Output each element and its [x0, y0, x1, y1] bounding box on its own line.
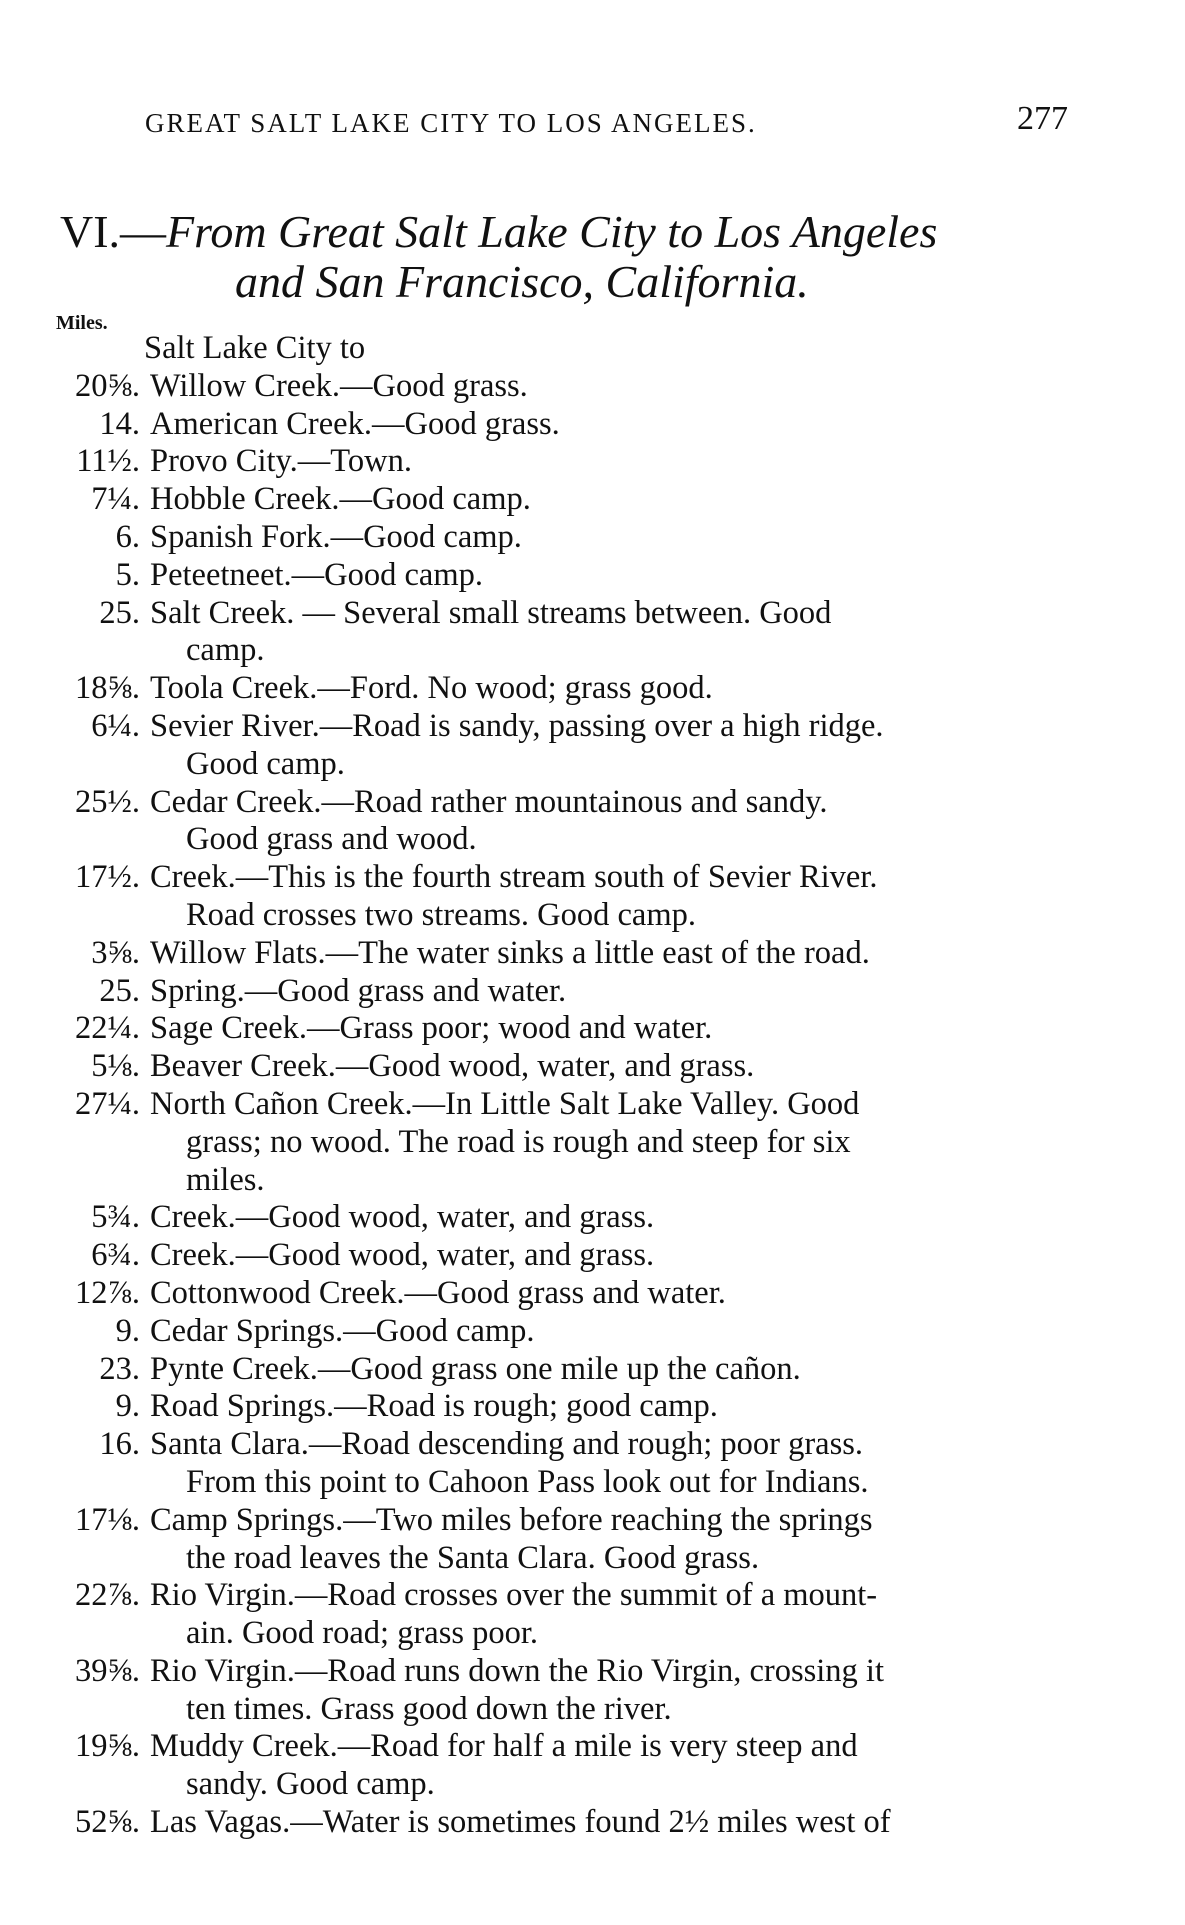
entry-text	[150, 1653, 1080, 1729]
page-number: 277	[1017, 100, 1068, 137]
entry-line: Peteetneet.—Good camp.	[150, 556, 484, 593]
itinerary-entry	[40, 1275, 1080, 1313]
itinerary-entry	[40, 1804, 1080, 1842]
entry-miles: 5⅛.	[91, 1048, 140, 1085]
entry-miles: 25.	[99, 972, 140, 1009]
entry-miles: 9.	[115, 1388, 140, 1425]
itinerary-entry	[40, 973, 1080, 1011]
itinerary-entries	[40, 368, 1080, 1842]
entry-miles: 18⅝.	[75, 670, 140, 707]
entry-miles: 5.	[115, 556, 140, 593]
section-title-line-2: and San Francisco, California.	[235, 256, 809, 307]
entry-text	[150, 519, 1080, 557]
entry-line: Willow Flats.—The water sinks a little east of the road.	[150, 934, 870, 971]
entry-continuation-line: grass; no wood. The road is rough and steep for six	[186, 1123, 851, 1160]
entry-miles: 9.	[115, 1312, 140, 1349]
entry-line: Cedar Creek.—Road rather mountainous and sandy.	[150, 783, 828, 820]
entry-miles: 25½.	[75, 783, 140, 820]
entry-miles: 3⅝.	[91, 934, 140, 971]
entry-line: Creek.—This is the fourth stream south of Sevier River.	[150, 859, 878, 896]
entry-line: Road Springs.—Road is rough; good camp.	[150, 1388, 718, 1425]
itinerary-entry	[40, 368, 1080, 406]
entry-line: Camp Springs.—Two miles before reaching the springs	[150, 1501, 873, 1538]
entry-line: Pynte Creek.—Good grass one mile up the cañon.	[150, 1350, 801, 1387]
entry-miles: 20⅝.	[75, 367, 140, 404]
entry-continuation-line: camp.	[186, 632, 265, 669]
itinerary-entry	[40, 1426, 1080, 1502]
entry-miles: 6¾.	[91, 1237, 140, 1274]
entry-text	[150, 1048, 1080, 1086]
entry-miles: 16.	[99, 1426, 140, 1463]
itinerary-entry	[40, 1577, 1080, 1653]
itinerary-intro: Salt Lake City to	[144, 330, 366, 366]
itinerary-entry	[40, 1313, 1080, 1351]
entry-text	[150, 708, 1080, 784]
entry-text	[150, 1502, 1080, 1578]
entry-text	[150, 1010, 1080, 1048]
entry-line: Willow Creek.—Good grass.	[150, 367, 528, 404]
entry-text	[150, 1728, 1080, 1804]
entry-line: Sage Creek.—Grass poor; wood and water.	[150, 1010, 713, 1047]
entry-text	[150, 1388, 1080, 1426]
entry-miles: 7¼.	[91, 481, 140, 518]
entry-text	[150, 443, 1080, 481]
entry-text	[150, 1804, 1080, 1842]
entry-text	[150, 1351, 1080, 1389]
entry-text	[150, 595, 1080, 671]
section-numeral: VI.—	[60, 206, 167, 257]
itinerary-entry	[40, 1351, 1080, 1389]
entry-miles: 11½.	[76, 443, 140, 480]
itinerary-entry	[40, 595, 1080, 671]
entry-continuation-line: miles.	[186, 1161, 265, 1198]
entry-line: Cottonwood Creek.—Good grass and water.	[150, 1274, 726, 1311]
entry-miles: 23.	[99, 1350, 140, 1387]
entry-line: Toola Creek.—Ford. No wood; grass good.	[150, 670, 713, 707]
entry-miles: 39⅝.	[75, 1652, 140, 1689]
itinerary-entry	[40, 1199, 1080, 1237]
itinerary-entry	[40, 1388, 1080, 1426]
entry-continuation-line: the road leaves the Santa Clara. Good grass.	[186, 1539, 760, 1576]
itinerary-entry	[40, 519, 1080, 557]
entry-text	[150, 481, 1080, 519]
entry-continuation-line: Good camp.	[186, 745, 345, 782]
entry-line: North Cañon Creek.—In Little Salt Lake Valley. Good	[150, 1085, 860, 1122]
entry-miles: 19⅝.	[75, 1728, 140, 1765]
entry-text	[150, 1086, 1080, 1199]
entry-text	[150, 1199, 1080, 1237]
entry-miles: 6¼.	[91, 707, 140, 744]
entry-continuation-line: Road crosses two streams. Good camp.	[186, 896, 696, 933]
entry-text	[150, 1237, 1080, 1275]
entry-continuation-line: sandy. Good camp.	[186, 1766, 435, 1803]
itinerary-entry	[40, 784, 1080, 860]
entry-text	[150, 1426, 1080, 1502]
entry-line: American Creek.—Good grass.	[150, 405, 560, 442]
itinerary-entry	[40, 935, 1080, 973]
itinerary-entry	[40, 1237, 1080, 1275]
entry-miles: 14.	[99, 405, 140, 442]
entry-miles: 17⅛.	[75, 1501, 140, 1538]
entry-miles: 17½.	[75, 859, 140, 896]
entry-continuation-line: Good grass and wood.	[186, 821, 477, 858]
entry-line: Santa Clara.—Road descending and rough; poor grass.	[150, 1426, 864, 1463]
itinerary-entry	[40, 1048, 1080, 1086]
itinerary-entry	[40, 1010, 1080, 1048]
itinerary-entry	[40, 1653, 1080, 1729]
entry-line: Spring.—Good grass and water.	[150, 972, 567, 1009]
section-title	[60, 207, 1080, 307]
section-title-line-1: From Great Salt Lake City to Los Angeles	[166, 206, 938, 257]
itinerary-entry	[40, 859, 1080, 935]
entry-line: Las Vagas.—Water is sometimes found 2½ miles west of	[150, 1804, 891, 1841]
entry-text	[150, 1275, 1080, 1313]
entry-text	[150, 1577, 1080, 1653]
entry-line: Hobble Creek.—Good camp.	[150, 481, 531, 518]
entry-continuation-line: ten times. Grass good down the river.	[186, 1690, 672, 1727]
itinerary-entry	[40, 481, 1080, 519]
entry-text	[150, 557, 1080, 595]
itinerary-entry	[40, 406, 1080, 444]
entry-miles: 27¼.	[75, 1085, 140, 1122]
entry-miles: 12⅞.	[75, 1274, 140, 1311]
itinerary-entry	[40, 670, 1080, 708]
entry-line: Beaver Creek.—Good wood, water, and grass.	[150, 1048, 755, 1085]
entry-miles: 22⅞.	[75, 1577, 140, 1614]
entry-miles: 52⅝.	[75, 1804, 140, 1841]
entry-text	[150, 406, 1080, 444]
entry-line: Sevier River.—Road is sandy, passing over a high ridge.	[150, 707, 884, 744]
entry-text	[150, 935, 1080, 973]
entry-line: Provo City.—Town.	[150, 443, 412, 480]
entry-line: Salt Creek. — Several small streams between. Good	[150, 594, 832, 631]
entry-line: Spanish Fork.—Good camp.	[150, 518, 522, 555]
miles-column-label: Miles.	[56, 312, 108, 334]
entry-text	[150, 973, 1080, 1011]
entry-text	[150, 670, 1080, 708]
itinerary-entry	[40, 443, 1080, 481]
entry-line: Rio Virgin.—Road runs down the Rio Virgin, crossing it	[150, 1652, 884, 1689]
entry-miles: 5¾.	[91, 1199, 140, 1236]
entry-text	[150, 784, 1080, 860]
entry-text	[150, 1313, 1080, 1351]
itinerary-entry	[40, 1502, 1080, 1578]
entry-continuation-line: From this point to Cahoon Pass look out for Indians.	[186, 1463, 869, 1500]
entry-miles: 22¼.	[75, 1010, 140, 1047]
running-title: GREAT SALT LAKE CITY TO LOS ANGELES.	[145, 108, 757, 138]
entry-text	[150, 368, 1080, 406]
entry-line: Muddy Creek.—Road for half a mile is very steep and	[150, 1728, 858, 1765]
entry-continuation-line: ain. Good road; grass poor.	[186, 1615, 539, 1652]
itinerary-list	[40, 330, 1080, 1842]
entry-line: Cedar Springs.—Good camp.	[150, 1312, 535, 1349]
entry-line: Creek.—Good wood, water, and grass.	[150, 1199, 655, 1236]
entry-line: Rio Virgin.—Road crosses over the summit of a mount-	[150, 1577, 878, 1614]
entry-text	[150, 859, 1080, 935]
entry-line: Creek.—Good wood, water, and grass.	[150, 1237, 655, 1274]
entry-miles: 6.	[115, 518, 140, 555]
itinerary-entry	[40, 1728, 1080, 1804]
itinerary-entry	[40, 708, 1080, 784]
itinerary-entry	[40, 557, 1080, 595]
entry-miles: 25.	[99, 594, 140, 631]
itinerary-entry	[40, 1086, 1080, 1199]
